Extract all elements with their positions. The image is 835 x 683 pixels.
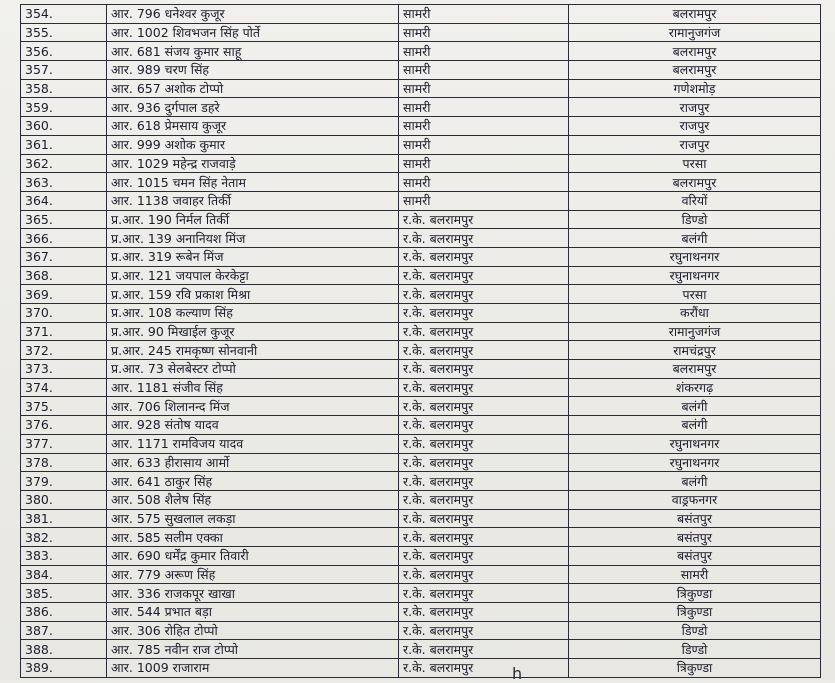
- transfer-place-cell: रघुनाथनगर: [569, 266, 821, 285]
- table-row: [21, 453, 821, 472]
- table-row: [21, 191, 821, 210]
- employee-name-cell: आर. 657 अशोक टोप्पो: [107, 79, 399, 98]
- employee-name-cell: आर. 508 शैलेष सिंह: [107, 490, 399, 509]
- table-row: [21, 42, 821, 61]
- employee-name-cell: आर. 1029 महेन्द्र राजवाड़े: [107, 154, 399, 173]
- serial-number-cell: 364.: [21, 191, 107, 210]
- current-posting-cell: र.के. बलरामपुर: [399, 528, 569, 547]
- serial-number-cell: 358.: [21, 79, 107, 98]
- employee-name-cell: आर. 681 संजय कुमार साहू: [107, 42, 399, 61]
- serial-number-cell: 387.: [21, 621, 107, 640]
- table-body: [21, 5, 821, 678]
- table-row: [21, 5, 821, 24]
- serial-number-cell: 368.: [21, 266, 107, 285]
- transfer-place-cell: डिण्डो: [569, 621, 821, 640]
- employee-name-cell: आर. 989 चरण सिंह: [107, 61, 399, 80]
- transfer-place-cell: गणेशमोड़: [569, 79, 821, 98]
- transfer-place-cell: बलंगी: [569, 397, 821, 416]
- current-posting-cell: र.के. बलरामपुर: [399, 210, 569, 229]
- table-row: [21, 640, 821, 659]
- current-posting-cell: र.के. बलरामपुर: [399, 621, 569, 640]
- table-row: [21, 322, 821, 341]
- transfer-place-cell: बलरामपुर: [569, 173, 821, 192]
- table-row: [21, 584, 821, 603]
- serial-number-cell: 365.: [21, 210, 107, 229]
- transfer-place-cell: बलरामपुर: [569, 360, 821, 379]
- current-posting-cell: र.के. बलरामपुर: [399, 285, 569, 304]
- employee-name-cell: आर. 1009 राजाराम: [107, 659, 399, 678]
- serial-number-cell: 381.: [21, 509, 107, 528]
- transfer-place-cell: सामरी: [569, 565, 821, 584]
- table-row: [21, 528, 821, 547]
- transfer-place-cell: डिण्डो: [569, 640, 821, 659]
- transfer-place-cell: वरियों: [569, 191, 821, 210]
- serial-number-cell: 374.: [21, 378, 107, 397]
- current-posting-cell: सामरी: [399, 173, 569, 192]
- table-row: [21, 565, 821, 584]
- table-row: [21, 434, 821, 453]
- table-row: [21, 154, 821, 173]
- serial-number-cell: 378.: [21, 453, 107, 472]
- table-row: [21, 61, 821, 80]
- current-posting-cell: र.के. बलरामपुर: [399, 659, 569, 678]
- serial-number-cell: 388.: [21, 640, 107, 659]
- serial-number-cell: 386.: [21, 603, 107, 622]
- current-posting-cell: र.के. बलरामपुर: [399, 378, 569, 397]
- current-posting-cell: र.के. बलरामपुर: [399, 341, 569, 360]
- transfer-place-cell: बलंगी: [569, 472, 821, 491]
- transfer-place-cell: राजपुर: [569, 117, 821, 136]
- serial-number-cell: 355.: [21, 23, 107, 42]
- transfer-place-cell: रघुनाथनगर: [569, 453, 821, 472]
- serial-number-cell: 379.: [21, 472, 107, 491]
- transfer-place-cell: डिण्डो: [569, 210, 821, 229]
- serial-number-cell: 359.: [21, 98, 107, 117]
- serial-number-cell: 389.: [21, 659, 107, 678]
- current-posting-cell: र.के. बलरामपुर: [399, 397, 569, 416]
- current-posting-cell: र.के. बलरामपुर: [399, 490, 569, 509]
- transfer-place-cell: रामानुजगंज: [569, 23, 821, 42]
- current-posting-cell: र.के. बलरामपुर: [399, 434, 569, 453]
- current-posting-cell: सामरी: [399, 191, 569, 210]
- table-row: [21, 416, 821, 435]
- transfer-place-cell: बलरामपुर: [569, 42, 821, 61]
- table-row: [21, 621, 821, 640]
- table-row: [21, 247, 821, 266]
- current-posting-cell: सामरी: [399, 117, 569, 136]
- current-posting-cell: र.के. बलरामपुर: [399, 453, 569, 472]
- employee-name-cell: प्र.आर. 245 रामकृष्ण सोनवानी: [107, 341, 399, 360]
- table-row: [21, 23, 821, 42]
- employee-name-cell: आर. 779 अरूण सिंह: [107, 565, 399, 584]
- serial-number-cell: 361.: [21, 135, 107, 154]
- table-row: [21, 341, 821, 360]
- current-posting-cell: र.के. बलरामपुर: [399, 266, 569, 285]
- current-posting-cell: र.के. बलरामपुर: [399, 546, 569, 565]
- serial-number-cell: 367.: [21, 247, 107, 266]
- table-row: [21, 546, 821, 565]
- employee-name-cell: आर. 1181 संजीव सिंह: [107, 378, 399, 397]
- table-row: [21, 229, 821, 248]
- employee-name-cell: प्र.आर. 139 अनानियश मिंज: [107, 229, 399, 248]
- transfer-place-cell: करौंधा: [569, 304, 821, 323]
- employee-name-cell: आर. 1138 जवाहर तिर्की: [107, 191, 399, 210]
- current-posting-cell: सामरी: [399, 154, 569, 173]
- table-row: [21, 659, 821, 678]
- employee-name-cell: आर. 641 ठाकुर सिंह: [107, 472, 399, 491]
- employee-name-cell: प्र.आर. 319 रूबेन मिंज: [107, 247, 399, 266]
- employee-name-cell: आर. 999 अशोक कुमार: [107, 135, 399, 154]
- employee-name-cell: आर. 1171 रामविजय यादव: [107, 434, 399, 453]
- serial-number-cell: 369.: [21, 285, 107, 304]
- employee-name-cell: प्र.आर. 190 निर्मल तिर्की: [107, 210, 399, 229]
- current-posting-cell: र.के. बलरामपुर: [399, 565, 569, 584]
- transfer-place-cell: रामानुजगंज: [569, 322, 821, 341]
- current-posting-cell: र.के. बलरामपुर: [399, 229, 569, 248]
- table-row: [21, 173, 821, 192]
- transfer-place-cell: परसा: [569, 285, 821, 304]
- transfer-place-cell: बलंगी: [569, 229, 821, 248]
- current-posting-cell: र.के. बलरामपुर: [399, 360, 569, 379]
- employee-name-cell: प्र.आर. 73 सेलबेस्टर टोप्पो: [107, 360, 399, 379]
- transfer-place-cell: राजपुर: [569, 98, 821, 117]
- serial-number-cell: 382.: [21, 528, 107, 547]
- transfer-place-cell: बलंगी: [569, 416, 821, 435]
- employee-name-cell: प्र.आर. 90 मिखाईल कुजूर: [107, 322, 399, 341]
- current-posting-cell: र.के. बलरामपुर: [399, 509, 569, 528]
- current-posting-cell: र.के. बलरामपुर: [399, 584, 569, 603]
- transfer-list-table: [20, 4, 821, 678]
- current-posting-cell: सामरी: [399, 23, 569, 42]
- table-row: [21, 397, 821, 416]
- current-posting-cell: र.के. बलरामपुर: [399, 640, 569, 659]
- serial-number-cell: 383.: [21, 546, 107, 565]
- serial-number-cell: 384.: [21, 565, 107, 584]
- serial-number-cell: 385.: [21, 584, 107, 603]
- transfer-place-cell: बसंतपुर: [569, 528, 821, 547]
- employee-name-cell: आर. 796 धनेश्वर कुजूर: [107, 5, 399, 24]
- current-posting-cell: सामरी: [399, 135, 569, 154]
- employee-name-cell: आर. 544 प्रभात बड़ा: [107, 603, 399, 622]
- current-posting-cell: सामरी: [399, 79, 569, 98]
- serial-number-cell: 362.: [21, 154, 107, 173]
- serial-number-cell: 372.: [21, 341, 107, 360]
- employee-name-cell: आर. 690 धर्मेंद्र कुमार तिवारी: [107, 546, 399, 565]
- table-row: [21, 360, 821, 379]
- transfer-place-cell: बलरामपुर: [569, 61, 821, 80]
- employee-name-cell: प्र.आर. 159 रवि प्रकाश मिश्रा: [107, 285, 399, 304]
- table-row: [21, 378, 821, 397]
- current-posting-cell: र.के. बलरामपुर: [399, 247, 569, 266]
- table-row: [21, 98, 821, 117]
- transfer-place-cell: बसंतपुर: [569, 546, 821, 565]
- serial-number-cell: 354.: [21, 5, 107, 24]
- serial-number-cell: 376.: [21, 416, 107, 435]
- employee-name-cell: आर. 306 रोहित टोप्पो: [107, 621, 399, 640]
- serial-number-cell: 371.: [21, 322, 107, 341]
- transfer-place-cell: परसा: [569, 154, 821, 173]
- transfer-place-cell: बसंतपुर: [569, 509, 821, 528]
- table-row: [21, 266, 821, 285]
- table-row: [21, 603, 821, 622]
- table-row: [21, 210, 821, 229]
- employee-name-cell: आर. 936 दुर्गपाल डहरे: [107, 98, 399, 117]
- employee-name-cell: आर. 585 सलीम एक्का: [107, 528, 399, 547]
- table-row: [21, 285, 821, 304]
- serial-number-cell: 360.: [21, 117, 107, 136]
- employee-name-cell: आर. 785 नवीन राज टोप्पो: [107, 640, 399, 659]
- employee-name-cell: प्र.आर. 108 कल्याण सिंह: [107, 304, 399, 323]
- employee-name-cell: आर. 706 शिलानन्द मिंज: [107, 397, 399, 416]
- transfer-place-cell: रामचंद्रपुर: [569, 341, 821, 360]
- table-row: [21, 472, 821, 491]
- current-posting-cell: सामरी: [399, 42, 569, 61]
- transfer-place-cell: रघुनाथनगर: [569, 434, 821, 453]
- current-posting-cell: र.के. बलरामपुर: [399, 416, 569, 435]
- table-row: [21, 509, 821, 528]
- serial-number-cell: 363.: [21, 173, 107, 192]
- table-row: [21, 304, 821, 323]
- current-posting-cell: सामरी: [399, 61, 569, 80]
- employee-name-cell: आर. 1015 चमन सिंह नेताम: [107, 173, 399, 192]
- employee-name-cell: आर. 928 संतोष यादव: [107, 416, 399, 435]
- table-row: [21, 117, 821, 136]
- transfer-place-cell: त्रिकुण्डा: [569, 584, 821, 603]
- employee-name-cell: आर. 336 राजकपूर खाखा: [107, 584, 399, 603]
- current-posting-cell: र.के. बलरामपुर: [399, 322, 569, 341]
- current-posting-cell: सामरी: [399, 98, 569, 117]
- serial-number-cell: 366.: [21, 229, 107, 248]
- current-posting-cell: र.के. बलरामपुर: [399, 304, 569, 323]
- current-posting-cell: र.के. बलरामपुर: [399, 472, 569, 491]
- serial-number-cell: 380.: [21, 490, 107, 509]
- serial-number-cell: 375.: [21, 397, 107, 416]
- employee-name-cell: आर. 575 सुखलाल लकड़ा: [107, 509, 399, 528]
- employee-name-cell: आर. 618 प्रेमसाय कुजूर: [107, 117, 399, 136]
- table-row: [21, 490, 821, 509]
- pen-mark: h: [512, 664, 523, 683]
- table-row: [21, 135, 821, 154]
- serial-number-cell: 356.: [21, 42, 107, 61]
- serial-number-cell: 377.: [21, 434, 107, 453]
- transfer-place-cell: त्रिकुण्डा: [569, 659, 821, 678]
- transfer-place-cell: बलरामपुर: [569, 5, 821, 24]
- transfer-place-cell: वाड्रफनगर: [569, 490, 821, 509]
- serial-number-cell: 370.: [21, 304, 107, 323]
- employee-name-cell: प्र.आर. 121 जयपाल केरकेट्टा: [107, 266, 399, 285]
- transfer-place-cell: शंकरगढ़: [569, 378, 821, 397]
- transfer-place-cell: राजपुर: [569, 135, 821, 154]
- transfer-place-cell: त्रिकुण्डा: [569, 603, 821, 622]
- employee-name-cell: आर. 1002 शिवभजन सिंह पोर्ते: [107, 23, 399, 42]
- serial-number-cell: 357.: [21, 61, 107, 80]
- current-posting-cell: र.के. बलरामपुर: [399, 603, 569, 622]
- table-row: [21, 79, 821, 98]
- employee-name-cell: आर. 633 हीरासाय आर्मो: [107, 453, 399, 472]
- serial-number-cell: 373.: [21, 360, 107, 379]
- current-posting-cell: सामरी: [399, 5, 569, 24]
- transfer-place-cell: रघुनाथनगर: [569, 247, 821, 266]
